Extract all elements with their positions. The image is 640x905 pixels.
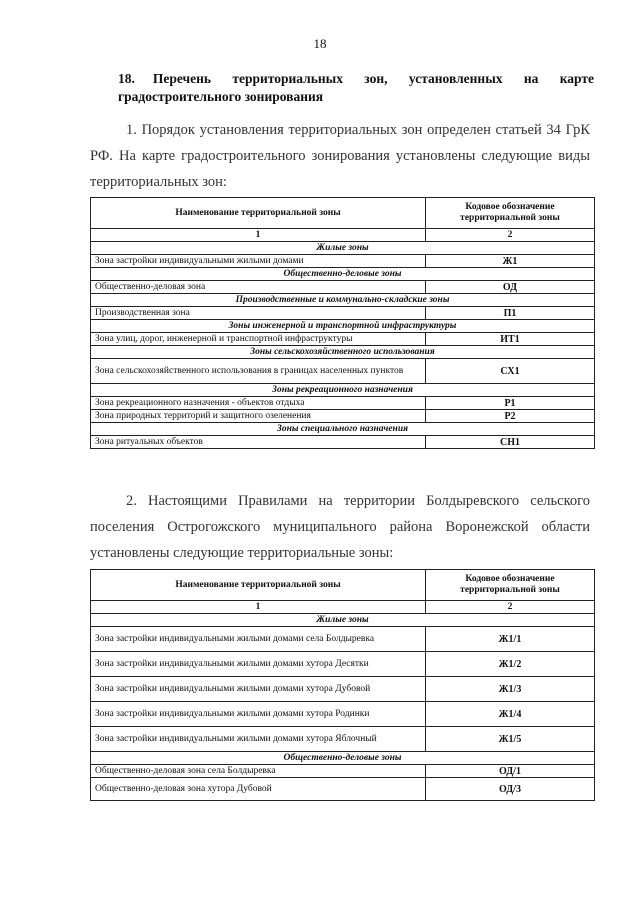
table-row bbox=[91, 765, 595, 778]
paragraph-1 bbox=[90, 117, 590, 195]
paragraph-2 bbox=[90, 488, 590, 566]
zone-group-title: Зоны рекреационного назначения bbox=[91, 384, 595, 397]
zone-group-title: Общественно-деловые зоны bbox=[91, 268, 595, 281]
zone-name: Зона застройки индивидуальными жилыми домами bbox=[91, 255, 426, 268]
zone-name: Зона рекреационного назначения - объектов отдыха bbox=[91, 397, 426, 410]
zone-name: Зона застройки индивидуальными жилыми домами хутора Дубовой bbox=[91, 677, 426, 702]
section-number: 18. bbox=[118, 71, 135, 86]
group-row bbox=[91, 423, 595, 436]
zone-code: ОД bbox=[426, 281, 595, 294]
column-number: 2 bbox=[426, 229, 595, 242]
zone-name: Общественно-деловая зона хутора Дубовой bbox=[91, 778, 426, 801]
zone-group-title: Зоны инженерной и транспортной инфраструктуры bbox=[91, 320, 595, 333]
zones-table-1 bbox=[90, 197, 595, 449]
table-row bbox=[91, 397, 595, 410]
column-number: 2 bbox=[426, 601, 595, 614]
zone-name: Зона сельскохозяйственного использования в границах населенных пунктов bbox=[91, 359, 426, 384]
table-row bbox=[91, 436, 595, 449]
section-title: Перечень территориальных зон, установленных на карте градостроительного зонирования bbox=[118, 71, 594, 104]
column-number: 1 bbox=[91, 229, 426, 242]
table-row bbox=[91, 652, 595, 677]
zone-name: Зона природных территорий и защитного озеленения bbox=[91, 410, 426, 423]
zone-name: Зона улиц, дорог, инженерной и транспортной инфраструктуры bbox=[91, 333, 426, 346]
paragraph-1-text: 1. Порядок установления территориальных зон определен статьей 34 ГрК РФ. На карте градостроительного зонирования установлены следующие виды территориальных зон: bbox=[90, 122, 590, 190]
zone-code: СН1 bbox=[426, 436, 595, 449]
zone-code: ОД/1 bbox=[426, 765, 595, 778]
zone-name: Зона застройки индивидуальными жилыми домами села Болдыревка bbox=[91, 627, 426, 652]
group-row bbox=[91, 294, 595, 307]
table-row bbox=[91, 333, 595, 346]
zone-name: Общественно-деловая зона bbox=[91, 281, 426, 294]
zone-group-title: Жилые зоны bbox=[91, 242, 595, 255]
header-zone-name: Наименование территориальной зоны bbox=[91, 570, 426, 601]
group-row bbox=[91, 268, 595, 281]
table-header-row bbox=[91, 570, 595, 601]
zone-code: П1 bbox=[426, 307, 595, 320]
zone-code: ОД/3 bbox=[426, 778, 595, 801]
zone-name: Зона застройки индивидуальными жилыми домами хутора Яблочный bbox=[91, 727, 426, 752]
zone-code: Ж1 bbox=[426, 255, 595, 268]
column-number-row bbox=[91, 601, 595, 614]
paragraph-2-text: 2. Настоящими Правилами на территории Болдыревского сельского поселения Острогожского муниципального района Воронежской области установлены следующие территориальные зоны: bbox=[90, 493, 590, 561]
table-row bbox=[91, 307, 595, 320]
zone-group-title: Общественно-деловые зоны bbox=[91, 752, 595, 765]
zone-name: Зона застройки индивидуальными жилыми домами хутора Десятки bbox=[91, 652, 426, 677]
table-row bbox=[91, 359, 595, 384]
zone-code: Р1 bbox=[426, 397, 595, 410]
group-row bbox=[91, 614, 595, 627]
table-row bbox=[91, 727, 595, 752]
zone-group-title: Зоны сельскохозяйственного использования bbox=[91, 346, 595, 359]
group-row bbox=[91, 320, 595, 333]
zones-table-2 bbox=[90, 569, 595, 801]
group-row bbox=[91, 384, 595, 397]
zone-group-title: Производственные и коммунально-складские зоны bbox=[91, 294, 595, 307]
zone-name: Общественно-деловая зона села Болдыревка bbox=[91, 765, 426, 778]
zone-name: Зона застройки индивидуальными жилыми домами хутора Родинки bbox=[91, 702, 426, 727]
table-row bbox=[91, 778, 595, 801]
header-zone-code: Кодовое обозначение территориальной зоны bbox=[426, 570, 595, 601]
table-row bbox=[91, 627, 595, 652]
table-header-row bbox=[91, 198, 595, 229]
group-row bbox=[91, 346, 595, 359]
zone-group-title: Зоны специального назначения bbox=[91, 423, 595, 436]
zone-name: Производственная зона bbox=[91, 307, 426, 320]
zone-group-title: Жилые зоны bbox=[91, 614, 595, 627]
header-zone-name: Наименование территориальной зоны bbox=[91, 198, 426, 229]
zone-code: ИТ1 bbox=[426, 333, 595, 346]
table-row bbox=[91, 410, 595, 423]
column-number-row bbox=[91, 229, 595, 242]
zone-code: Ж1/4 bbox=[426, 702, 595, 727]
section-heading bbox=[118, 70, 594, 106]
group-row bbox=[91, 752, 595, 765]
table-row bbox=[91, 281, 595, 294]
group-row bbox=[91, 242, 595, 255]
zone-code: Ж1/3 bbox=[426, 677, 595, 702]
zone-code: Ж1/2 bbox=[426, 652, 595, 677]
table-row bbox=[91, 255, 595, 268]
zone-code: СХ1 bbox=[426, 359, 595, 384]
zone-code: Ж1/1 bbox=[426, 627, 595, 652]
zone-code: Ж1/5 bbox=[426, 727, 595, 752]
table-row bbox=[91, 677, 595, 702]
header-zone-code: Кодовое обозначение территориальной зоны bbox=[426, 198, 595, 229]
column-number: 1 bbox=[91, 601, 426, 614]
zone-code: Р2 bbox=[426, 410, 595, 423]
page-number: 18 bbox=[313, 36, 327, 51]
zone-name: Зона ритуальных объектов bbox=[91, 436, 426, 449]
table-row bbox=[91, 702, 595, 727]
